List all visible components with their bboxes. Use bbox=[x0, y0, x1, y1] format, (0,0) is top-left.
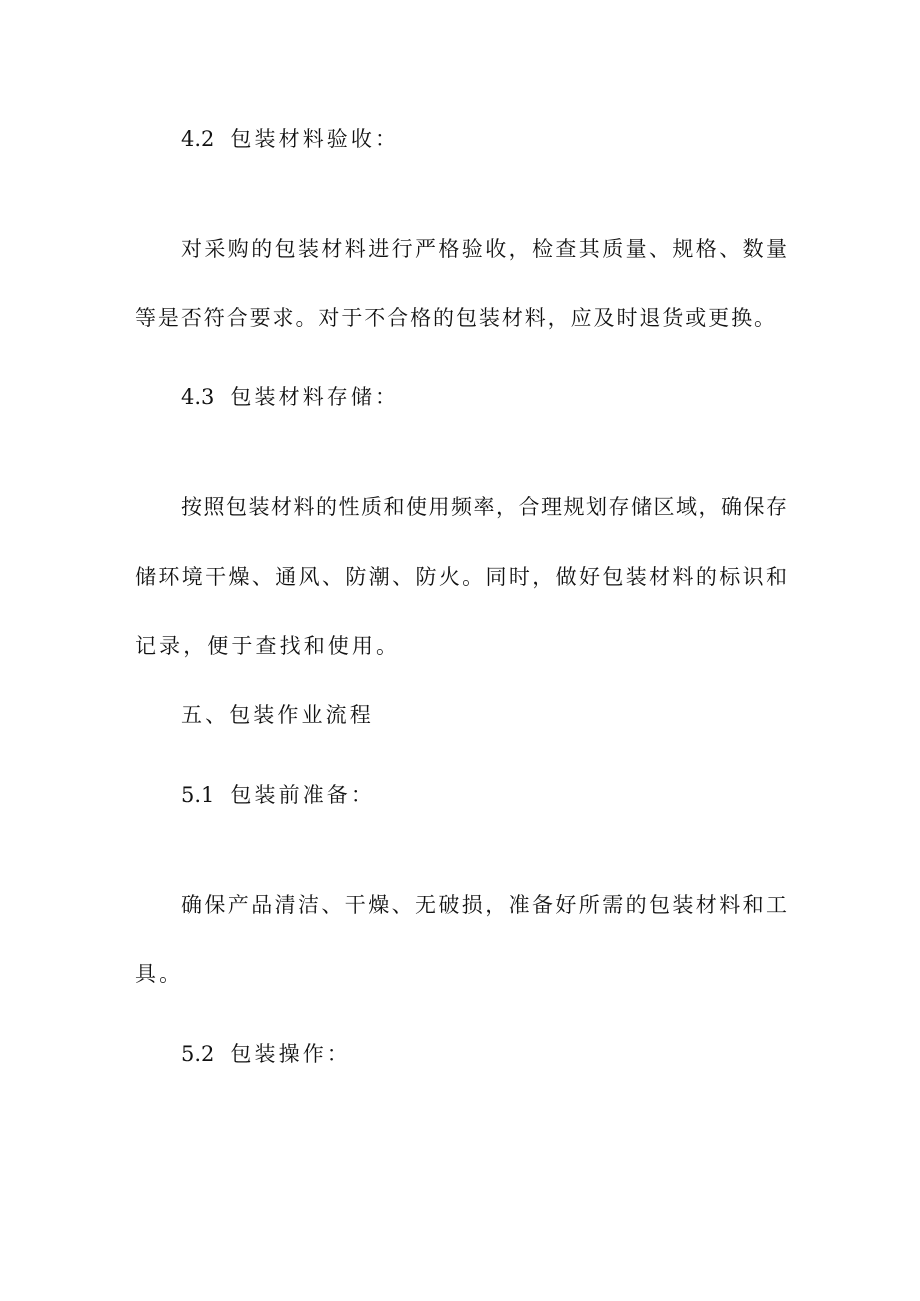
heading-5 bbox=[181, 701, 374, 729]
heading-text: 包装材料验收： bbox=[230, 127, 400, 151]
heading-text: 包装操作： bbox=[230, 1042, 351, 1066]
heading-5-1 bbox=[181, 781, 375, 809]
heading-number: 5.1 bbox=[181, 783, 215, 807]
heading-4-3 bbox=[181, 383, 399, 411]
heading-5-2 bbox=[181, 1040, 351, 1068]
paragraph-text: 按照包装材料的性质和使用频率，合理规划存储区域，确保存 bbox=[181, 495, 787, 519]
paragraph-text: 确保产品清洁、干燥、无破损，准备好所需的包装材料和工 bbox=[181, 893, 787, 917]
paragraph-text: 记录，便于查找和使用。 bbox=[135, 634, 401, 658]
paragraph-5-1-line-1 bbox=[181, 891, 787, 919]
heading-4-2 bbox=[181, 125, 399, 153]
paragraph-text: 等是否符合要求。对于不合格的包装材料，应及时退货或更换。 bbox=[135, 306, 775, 330]
paragraph-4-2-line-1 bbox=[181, 235, 787, 263]
paragraph-4-3-line-3 bbox=[135, 632, 400, 660]
heading-number: 5.2 bbox=[181, 1042, 215, 1066]
paragraph-4-2-line-2 bbox=[135, 304, 775, 332]
heading-number: 4.3 bbox=[181, 385, 215, 409]
heading-text: 五、包装作业流程 bbox=[181, 703, 374, 727]
paragraph-text: 储环境干燥、通风、防潮、防火。同时，做好包装材料的标识和 bbox=[135, 565, 787, 589]
heading-text: 包装材料存储： bbox=[230, 385, 400, 409]
paragraph-4-3-line-2 bbox=[135, 563, 787, 591]
paragraph-text: 具。 bbox=[135, 962, 184, 986]
paragraph-text: 对采购的包装材料进行严格验收，检查其质量、规格、数量 bbox=[181, 237, 787, 261]
paragraph-5-1-line-2 bbox=[135, 960, 183, 988]
paragraph-4-3-line-1 bbox=[181, 493, 787, 521]
heading-text: 包装前准备： bbox=[230, 783, 376, 807]
heading-number: 4.2 bbox=[181, 127, 215, 151]
